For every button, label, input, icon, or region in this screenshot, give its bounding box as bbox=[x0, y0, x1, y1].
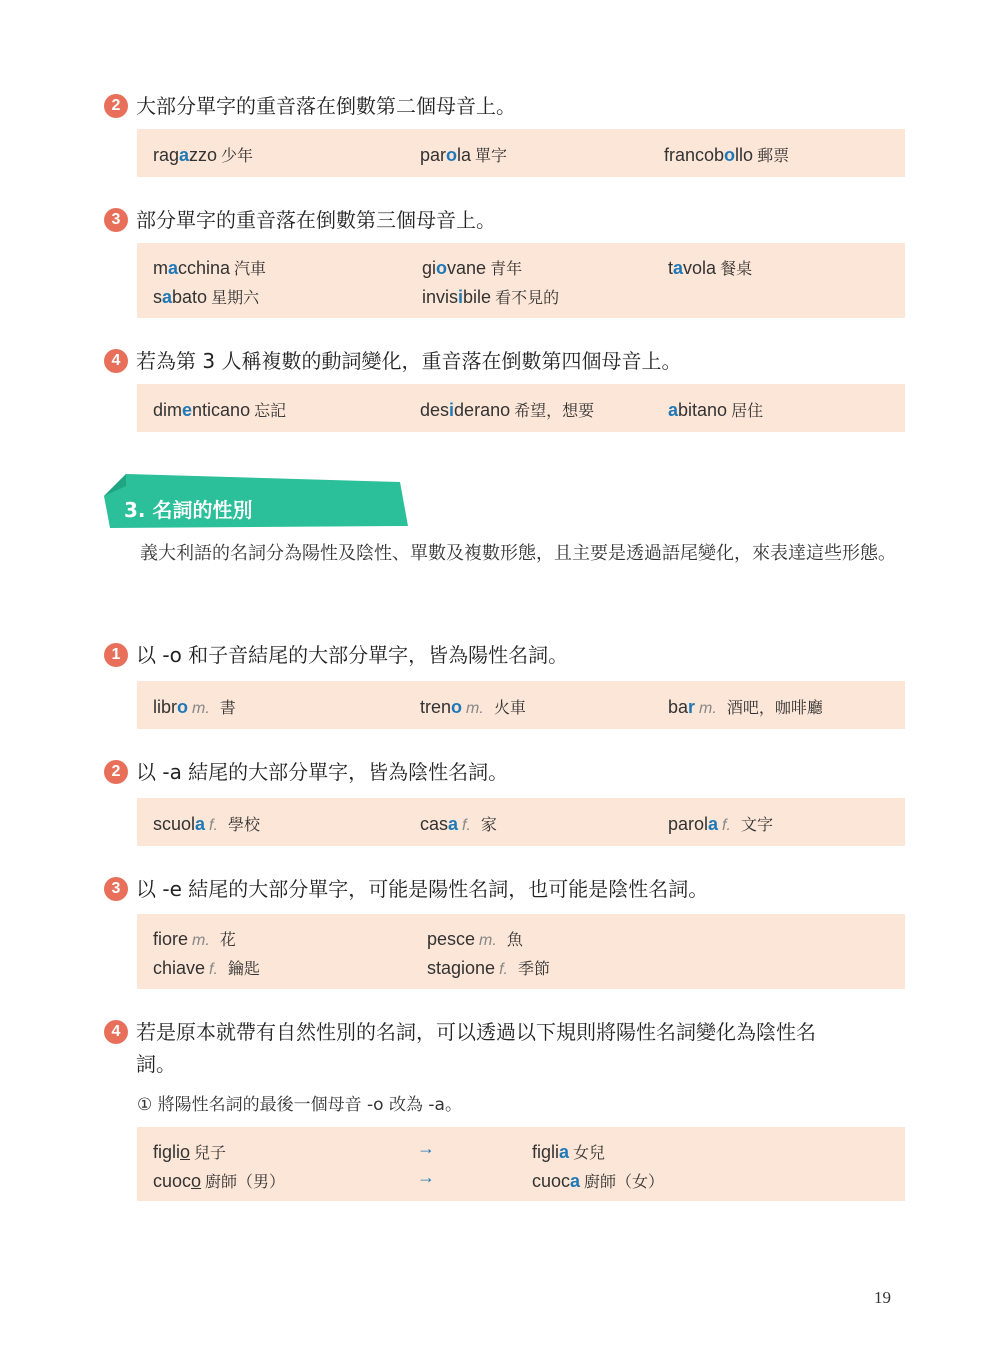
example-box bbox=[137, 1127, 905, 1201]
example-word: giovane 青年 bbox=[422, 258, 523, 278]
example-word: stagione f. 季節 bbox=[427, 958, 550, 978]
example-box bbox=[137, 798, 905, 846]
example-word: tavola 餐桌 bbox=[668, 258, 753, 278]
rule-heading bbox=[104, 1016, 816, 1080]
example-box bbox=[137, 681, 905, 729]
rule-heading bbox=[104, 639, 568, 671]
page-number: 19 bbox=[874, 1288, 891, 1307]
rule-heading bbox=[104, 204, 496, 236]
rule-text: 以 -a 結尾的大部分單字，皆為陰性名詞。 bbox=[136, 760, 509, 784]
example-word: dimenticano 忘記 bbox=[153, 400, 287, 420]
example-word: treno m. 火車 bbox=[420, 697, 526, 717]
example-word: francobollo 郵票 bbox=[664, 145, 790, 165]
rule-heading bbox=[104, 873, 708, 905]
example-box bbox=[137, 914, 905, 989]
rule-text: 以 -e 結尾的大部分單字，可能是陽性名詞，也可能是陰性名詞。 bbox=[136, 877, 709, 901]
example-box bbox=[137, 243, 905, 318]
example-word: casa f. 家 bbox=[420, 814, 497, 834]
example-word: chiave f. 鑰匙 bbox=[153, 958, 260, 978]
rule-heading bbox=[104, 756, 508, 788]
masculine-word: figlio 兒子 bbox=[153, 1142, 227, 1162]
section-title: 3. 名詞的性別 bbox=[124, 498, 253, 522]
example-box bbox=[137, 129, 905, 177]
arrow-icon: → bbox=[417, 1138, 435, 1158]
number-badge: 3 bbox=[104, 208, 128, 232]
example-box bbox=[137, 384, 905, 432]
masculine-word: cuoco 廚師（男） bbox=[153, 1171, 286, 1191]
rule-text: 大部分單字的重音落在倒數第二個母音上。 bbox=[136, 94, 516, 118]
example-word: libro m. 書 bbox=[153, 697, 236, 717]
example-word: parola f. 文字 bbox=[668, 814, 773, 834]
example-word: macchina 汽車 bbox=[153, 258, 267, 278]
example-word: sabato 星期六 bbox=[153, 287, 260, 307]
sub-rule: ① 將陽性名詞的最後一個母音 -o 改為 -a。 bbox=[137, 1095, 462, 1115]
example-word: bar m. 酒吧，咖啡廳 bbox=[668, 697, 823, 717]
example-word: scuola f. 學校 bbox=[153, 814, 260, 834]
example-word: desiderano 希望，想要 bbox=[420, 400, 595, 420]
example-word: pesce m. 魚 bbox=[427, 929, 523, 949]
feminine-word: cuoca 廚師（女） bbox=[532, 1171, 665, 1191]
number-badge: 4 bbox=[104, 349, 128, 373]
number-badge: 2 bbox=[104, 94, 128, 118]
number-badge: 3 bbox=[104, 877, 128, 901]
example-word: ragazzo 少年 bbox=[153, 145, 254, 165]
example-word: parola 單字 bbox=[420, 145, 508, 165]
rule-heading bbox=[104, 90, 516, 122]
rule-heading bbox=[104, 345, 681, 377]
number-badge: 2 bbox=[104, 760, 128, 784]
rule-text: 部分單字的重音落在倒數第三個母音上。 bbox=[136, 208, 496, 232]
rule-text: 若為第 3 人稱複數的動詞變化，重音落在倒數第四個母音上。 bbox=[136, 349, 682, 373]
rule-text: 若是原本就帶有自然性別的名詞，可以透過以下規則將陽性名詞變化為陰性名 bbox=[136, 1020, 816, 1044]
example-word: fiore m. 花 bbox=[153, 929, 236, 949]
number-badge: 1 bbox=[104, 643, 128, 667]
example-word: invisibile 看不見的 bbox=[422, 287, 560, 307]
arrow-icon: → bbox=[417, 1167, 435, 1187]
section-banner bbox=[104, 474, 414, 534]
rule-text: 以 -o 和子音結尾的大部分單字，皆為陽性名詞。 bbox=[136, 643, 569, 667]
number-badge: 4 bbox=[104, 1020, 128, 1044]
rule-text-continued: 詞。 bbox=[136, 1052, 176, 1076]
example-word: abitano 居住 bbox=[668, 400, 764, 420]
feminine-word: figlia 女兒 bbox=[532, 1142, 606, 1162]
intro-paragraph: 義大利語的名詞分為陽性及陰性、單數及複數形態，且主要是透過語尾變化，來表達這些形態。 bbox=[140, 543, 896, 564]
